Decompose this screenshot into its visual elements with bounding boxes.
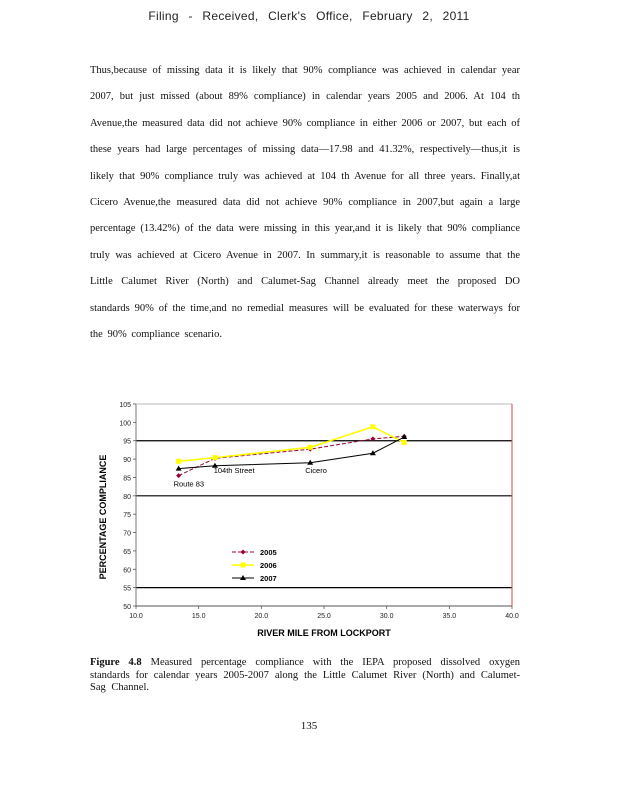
y-axis-label: PERCENTAGE COMPLIANCE <box>98 454 108 580</box>
y-tick-label: 55 <box>123 585 131 593</box>
chart-background <box>94 396 526 642</box>
y-tick-label: 70 <box>123 530 131 538</box>
y-tick-label: 50 <box>123 604 131 611</box>
legend-label-2007: 2007 <box>260 574 277 583</box>
legend-marker-2006 <box>241 563 246 568</box>
legend-label-2005: 2005 <box>260 548 277 557</box>
y-tick-label: 75 <box>123 512 131 520</box>
annotation-label: Route 83 <box>173 479 205 489</box>
chart-svg <box>94 396 526 642</box>
x-tick-label: 20.0 <box>254 613 269 620</box>
annotation-label: 104th Street <box>213 466 255 476</box>
x-tick-label: 40.0 <box>505 613 519 620</box>
data-point-2006 <box>176 459 181 464</box>
y-tick-label: 100 <box>119 420 131 428</box>
x-tick-label: 10.0 <box>129 613 143 620</box>
caption-text: Measured percentage compliance with the IEPA proposed dissolved oxygen standards for calendar years 2005-2007 along the Little Calumet River (North) and Calumet-Sag Channel. <box>90 657 520 693</box>
figure-caption <box>90 657 520 695</box>
y-tick-label: 60 <box>123 567 131 575</box>
figure-label: Figure 4.8 <box>90 657 142 668</box>
y-tick-label: 105 <box>119 402 131 409</box>
body-text <box>90 58 520 348</box>
y-tick-label: 90 <box>123 457 131 465</box>
y-tick-label: 95 <box>123 438 131 446</box>
annotation-label: Cicero <box>305 466 327 476</box>
body-paragraph: Thus,because of missing data it is likely that 90% compliance was achieved in calendar year 2007, but just missed (about 89% compliance) in calendar years 2005 and 2006. At 104 th Avenue,the measured data did not achieve 90% compliance in either 2006 or 2007, but each of these years had large percentages of missing data—17.98 and 41.32%, respectively—thus,it is likely that 90% compliance truly was achieved at 104 th Avenue for all three years. Finally,at Cicero Avenue,the measured data did not achieve 90% compliance in 2007,but again a large percentage (13.42%) of the data were missing in this year,and it is likely that 90% compliance truly was achieved at Cicero Avenue in 2007. In summary,it is reasonable to assume that the Little Calumet River (North) and Calumet-Sag Channel already meet the proposed DO standards 90% of the time,and no remedial measures will be evaluated for these waterways for the 90% compliance scenario. <box>90 65 520 341</box>
y-tick-label: 80 <box>123 493 131 501</box>
data-point-2006 <box>308 445 313 450</box>
y-tick-label: 85 <box>123 475 131 483</box>
x-tick-label: 15.0 <box>191 613 206 620</box>
x-tick-label: 35.0 <box>442 613 457 620</box>
page-number: 135 <box>300 720 318 732</box>
data-point-2006 <box>402 440 407 445</box>
x-axis-label: RIVER MILE FROM LOCKPORT <box>257 628 391 638</box>
legend-label-2006: 2006 <box>260 561 277 570</box>
data-point-2006 <box>212 455 217 460</box>
data-point-2006 <box>370 424 375 429</box>
filing-header: Filing - Received, Clerk's Office, February 2, 2011 <box>148 9 470 23</box>
x-tick-label: 30.0 <box>379 613 394 620</box>
x-tick-label: 25.0 <box>317 613 331 620</box>
compliance-chart <box>94 396 526 642</box>
y-tick-label: 65 <box>123 548 131 556</box>
